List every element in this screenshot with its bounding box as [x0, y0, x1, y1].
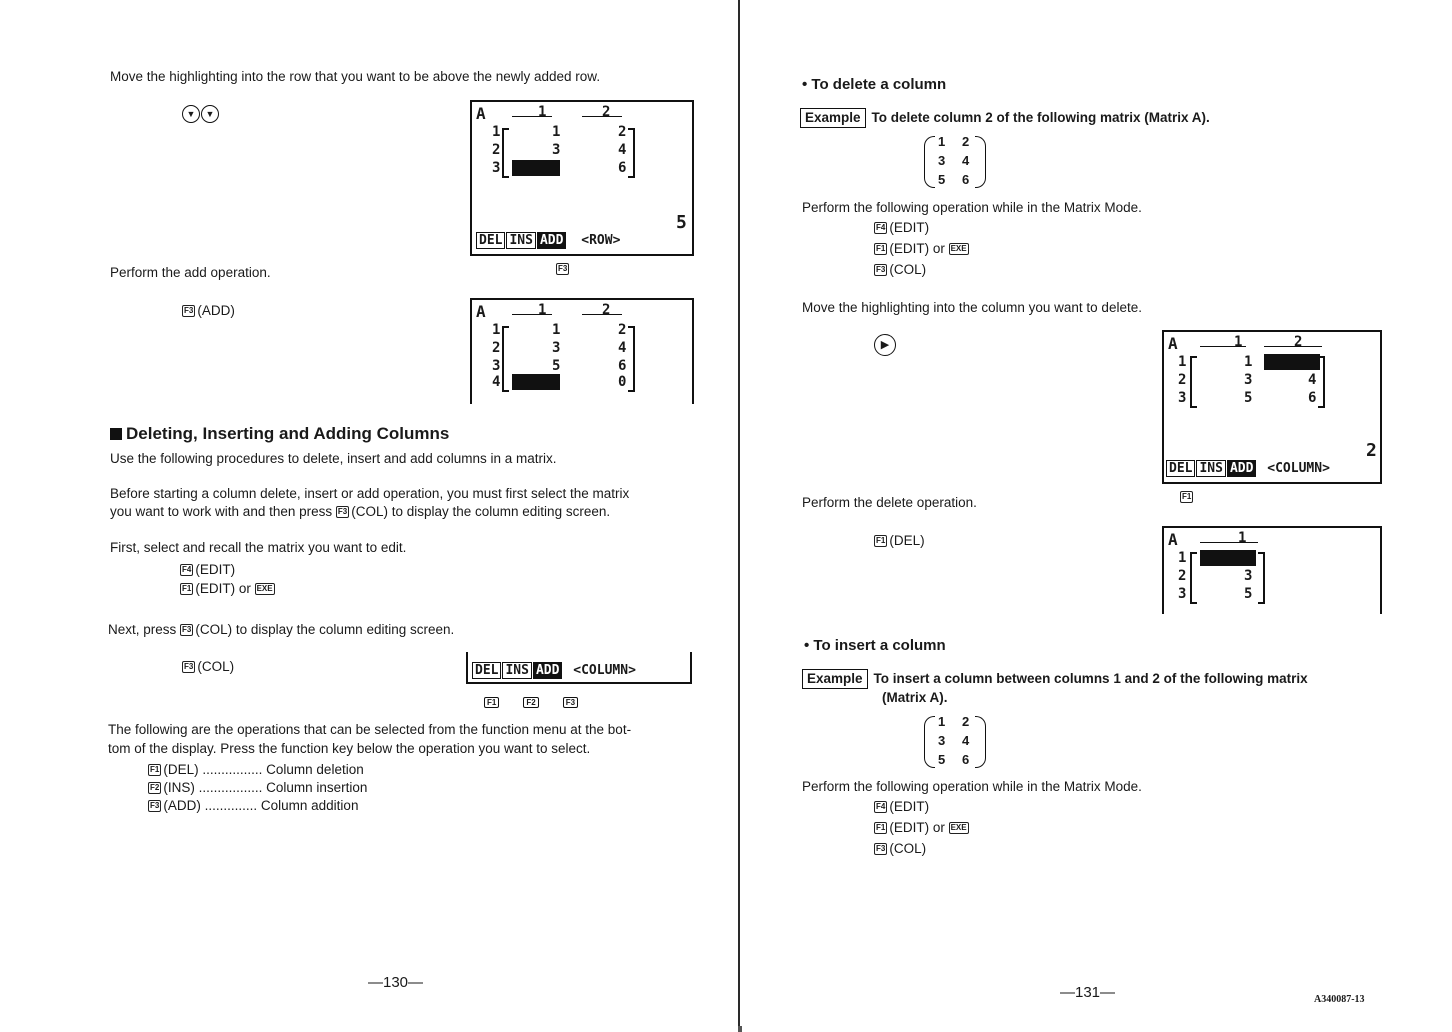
matrix-cell: 3 — [938, 153, 946, 168]
row-index: 3 — [1178, 586, 1187, 602]
matrix-title: A — [476, 302, 486, 321]
row-index: 1 — [492, 322, 501, 338]
perform-mode-text: Perform the following operation while in the Matrix Mode. — [802, 200, 1142, 215]
menu-tab-ins: INS — [506, 232, 535, 249]
cell-value: 2 — [618, 322, 627, 338]
example2: Example To insert a column between columns 1 and 2 of the following matrix — [802, 669, 1308, 689]
function-menu-bar — [476, 232, 620, 249]
function-keys-row — [484, 692, 602, 710]
calculator-screen-row-mode — [470, 100, 694, 256]
f1-key-icon: F1 — [1182, 492, 1192, 501]
row-index: 1 — [492, 124, 501, 140]
cell-value: 4 — [618, 142, 627, 158]
cell-value: 3 — [1244, 568, 1253, 584]
f3-key-icon: F3 — [876, 265, 886, 274]
square-bullet-icon — [110, 428, 122, 440]
matrix-count: 2 — [1366, 440, 1377, 461]
f1-key-icon: F1 — [876, 823, 886, 832]
example-label: Example — [800, 108, 866, 128]
matrix-a-insert — [924, 714, 986, 770]
step-edit-exe: F1 (EDIT) or EXE — [182, 581, 273, 596]
f4-key-icon: F4 — [876, 223, 886, 232]
menu-tab-add: ADD — [537, 232, 566, 249]
example2-cont: (Matrix A). — [882, 690, 948, 705]
screen1-key-hint — [556, 260, 571, 278]
heading-insert-column: • To insert a column — [804, 637, 946, 654]
cell-value: 6 — [618, 160, 627, 176]
f1-key-icon: F1 — [150, 765, 160, 774]
menu-mode-label: <COLUMN> — [1267, 461, 1330, 476]
row-index: 3 — [1178, 390, 1187, 406]
matrix-cell: 2 — [962, 134, 970, 149]
f3-key-icon: F3 — [150, 801, 160, 810]
matrix-title: A — [1168, 334, 1178, 353]
menu-mode-label: <ROW> — [581, 233, 621, 248]
paragraph-ops-a: The following are the operations that can be selected from the function menu at the bot- — [108, 722, 632, 737]
matrix-cell: 2 — [962, 714, 970, 729]
menu-mode-label: <COLUMN> — [573, 663, 636, 678]
row-index: 3 — [492, 358, 501, 374]
row-index: 2 — [1178, 568, 1187, 584]
row-index: 2 — [492, 142, 501, 158]
paragraph-before-a: Before starting a column delete, insert or add operation, you must first select the matrix — [110, 486, 630, 501]
section-heading: Deleting, Inserting and Adding Columns — [110, 424, 449, 444]
menu-tab-add: ADD — [533, 662, 562, 679]
perform-delete-text: Perform the delete operation. — [802, 495, 977, 510]
right-page — [742, 0, 1452, 1032]
f2-key-icon: F2 — [523, 697, 538, 708]
menu-tab-ins: INS — [502, 662, 531, 679]
f3-key-icon: F3 — [558, 264, 568, 273]
highlight-cell — [1264, 354, 1320, 370]
calculator-screen-added-row — [470, 298, 694, 404]
cell-value: 5 — [552, 358, 561, 374]
cell-value: 4 — [1308, 372, 1317, 388]
cell-value: 5 — [1244, 586, 1253, 602]
cell-value: 1 — [552, 322, 561, 338]
cell-value: 5 — [1244, 390, 1253, 406]
step-edit: F4 (EDIT) — [182, 562, 236, 577]
matrix-cell: 5 — [938, 752, 946, 767]
cursor-right-key — [874, 334, 897, 356]
matrix-count: 5 — [676, 212, 687, 233]
cell-value: 0 — [618, 374, 627, 390]
matrix-title: A — [1168, 530, 1178, 549]
f3-key-icon: F3 — [337, 507, 348, 516]
f3-key-icon: F3 — [563, 697, 578, 708]
cell-value: 1 — [1244, 354, 1253, 370]
matrix-cell: 1 — [938, 714, 946, 729]
function-menu-bar — [472, 662, 636, 679]
f3-key-icon: F3 — [182, 625, 192, 634]
cell-value: 6 — [618, 358, 627, 374]
f1-key-icon: F1 — [484, 697, 499, 708]
cell-value: 6 — [1308, 390, 1317, 406]
step-edit: F4 (EDIT) — [876, 799, 930, 814]
example-label: Example — [802, 669, 868, 689]
cursor-down-icon: ▼ — [182, 105, 200, 123]
column-header: 1 — [538, 104, 547, 120]
heading-delete-column: • To delete a column — [802, 76, 947, 93]
menu-tab-del: DEL — [1166, 460, 1195, 477]
op-item-del: F1 (DEL) ................ Column deletion — [150, 762, 364, 777]
matrix-cell: 6 — [962, 172, 970, 187]
menu-tab-ins: INS — [1196, 460, 1225, 477]
menu-tab-del: DEL — [472, 662, 501, 679]
move-delete-text: Move the highlighting into the column you want to delete. — [802, 300, 1142, 315]
perform-add-text: Perform the add operation. — [110, 265, 271, 280]
matrix-cell: 4 — [962, 733, 970, 748]
step-col: F3 (COL) — [876, 841, 927, 856]
step-del: F1 (DEL) — [876, 533, 925, 548]
matrix-cell: 5 — [938, 172, 946, 187]
page-number: —130— — [368, 974, 424, 991]
cell-value: 3 — [552, 142, 561, 158]
paragraph-before-b: you want to work with and then press F3 (COL) to display the column editing screen. — [110, 504, 611, 519]
column-menu-screen — [466, 652, 692, 684]
calculator-screen-after-delete — [1162, 526, 1382, 614]
f4-key-icon: F4 — [182, 565, 192, 574]
paragraph-ops-b: tom of the display. Press the function key below the operation you want to select. — [108, 741, 591, 756]
cursor-right-icon: ▶ — [874, 334, 896, 356]
row-index: 4 — [492, 374, 501, 390]
highlight-cell — [512, 374, 560, 390]
op-item-add: F3 (ADD) .............. Column addition — [150, 798, 359, 813]
f2-key-icon: F2 — [150, 783, 160, 792]
cursor-down-icon: ▼ — [201, 105, 219, 123]
f1-key-icon: F1 — [182, 584, 192, 593]
row-index: 3 — [492, 160, 501, 176]
f3-key-icon: F3 — [184, 306, 194, 315]
step-edit-exe: F1 (EDIT) or EXE — [876, 820, 967, 835]
matrix-cell: 3 — [938, 733, 946, 748]
matrix-cell: 1 — [938, 134, 946, 149]
row-index: 2 — [1178, 372, 1187, 388]
menu-tab-add: ADD — [1227, 460, 1256, 477]
step-edit-exe: F1 (EDIT) or EXE — [876, 241, 967, 256]
f1-key-icon: F1 — [876, 244, 886, 253]
cell-value: 2 — [618, 124, 627, 140]
paragraph-intro: Use the following procedures to delete, insert and add columns in a matrix. — [110, 451, 557, 466]
screen3-key-hint — [1180, 488, 1195, 506]
column-header: 1 — [538, 302, 547, 318]
column-header: 1 — [1234, 334, 1243, 350]
page-number: —131— — [1060, 984, 1116, 1001]
step-edit: F4 (EDIT) — [876, 220, 930, 235]
column-header: 1 — [1238, 530, 1247, 546]
f4-key-icon: F4 — [876, 802, 886, 811]
exe-key-icon: EXE — [256, 584, 273, 593]
cell-value: 3 — [1244, 372, 1253, 388]
document-code: A340087-13 — [1314, 994, 1365, 1005]
column-header: 2 — [1294, 334, 1303, 350]
matrix-cell: 4 — [962, 153, 970, 168]
cell-value: 3 — [552, 340, 561, 356]
exe-key-icon: EXE — [950, 823, 967, 832]
f3-key-icon: F3 — [184, 662, 194, 671]
highlight-cell — [512, 160, 560, 176]
perform-mode2-text: Perform the following operation while in the Matrix Mode. — [802, 779, 1142, 794]
example1: Example To delete column 2 of the following matrix (Matrix A). — [800, 108, 1210, 128]
f3-key-icon: F3 — [876, 844, 886, 853]
matrix-cell: 6 — [962, 752, 970, 767]
function-menu-bar — [1166, 460, 1330, 477]
op-item-ins: F2 (INS) ................. Column insertion — [150, 780, 368, 795]
row-index: 1 — [1178, 354, 1187, 370]
step-col: F3 (COL) — [876, 262, 927, 277]
calculator-screen-column-mode — [1162, 330, 1382, 484]
paragraph-next: Next, press F3 (COL) to display the column editing screen. — [108, 622, 455, 637]
intro-move-text: Move the highlighting into the row that you want to be above the newly added row. — [110, 69, 601, 84]
matrix-a-delete — [924, 134, 986, 190]
highlight-cell — [1200, 550, 1256, 566]
cell-value: 4 — [618, 340, 627, 356]
menu-tab-del: DEL — [476, 232, 505, 249]
column-header: 2 — [602, 302, 611, 318]
paragraph-first: First, select and recall the matrix you want to edit. — [110, 540, 407, 555]
exe-key-icon: EXE — [950, 244, 967, 253]
f1-key-icon: F1 — [876, 536, 886, 545]
matrix-title: A — [476, 104, 486, 123]
step-col: F3 (COL) — [184, 659, 235, 674]
row-index: 1 — [1178, 550, 1187, 566]
column-header: 2 — [602, 104, 611, 120]
cell-value: 1 — [552, 124, 561, 140]
cursor-down-keys — [182, 104, 220, 123]
row-index: 2 — [492, 340, 501, 356]
add-step: F3 (ADD) — [184, 303, 235, 318]
